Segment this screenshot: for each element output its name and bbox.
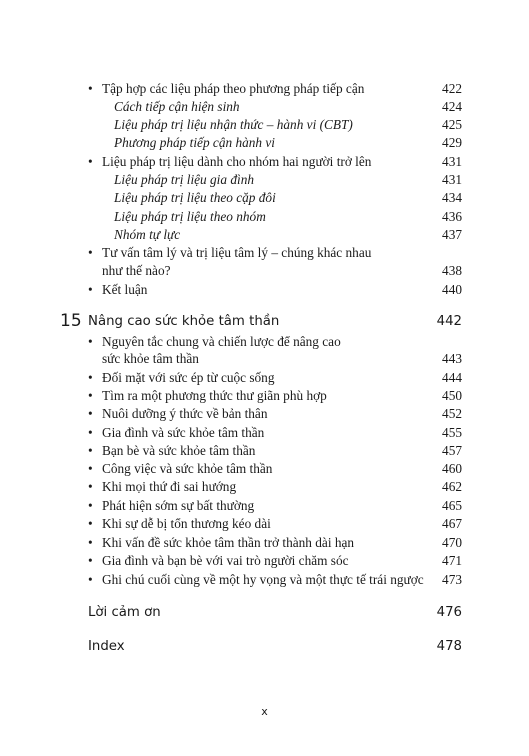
toc-subentry [88, 208, 462, 226]
toc-entry-title: Công việc và sức khỏe tâm thần [102, 461, 273, 476]
toc-entry [88, 571, 462, 589]
chapter-title: Nâng cao sức khỏe tâm thần [88, 314, 280, 329]
toc-subentry [88, 116, 462, 134]
toc-subentry-title: Nhóm tự lực [114, 227, 181, 242]
toc-entry-title: Đối mặt với sức ép từ cuộc sống [102, 370, 275, 385]
toc-entry [88, 369, 462, 387]
toc-entry-title: Nuôi dưỡng ý thức về bản thân [102, 406, 268, 421]
toc-section-acknowledgements [88, 603, 462, 623]
toc-entry [88, 153, 462, 171]
toc-entry-page: 431 [442, 172, 462, 187]
toc-entry-page: 443 [442, 351, 462, 366]
chapter-number: 15 [60, 311, 82, 331]
toc-subentry [88, 226, 462, 244]
chapter-heading [60, 310, 462, 332]
toc-entry-page: 465 [442, 498, 462, 513]
bullet-glyph: • [88, 498, 93, 513]
toc-entry-page: 470 [442, 535, 462, 550]
toc-entry-page: 437 [442, 227, 462, 242]
bullet-glyph: • [88, 572, 93, 587]
bullet-glyph: • [88, 479, 93, 494]
toc-entry-page: 462 [442, 479, 462, 494]
bullet-glyph: • [88, 535, 93, 550]
toc-entry-title: Khi sự dễ bị tổn thương kéo dài [102, 516, 271, 531]
toc-entry-page: 424 [442, 99, 462, 114]
toc-entry-page: 422 [442, 81, 462, 96]
toc-entry [88, 424, 462, 442]
toc-entry-title: Gia đình và sức khỏe tâm thần [102, 425, 265, 440]
toc-entry-title: Khi vấn đề sức khỏe tâm thần trở thành dài hạn [102, 535, 355, 550]
toc-entry [88, 552, 462, 570]
toc-subentry [88, 171, 462, 189]
bullet-glyph: • [88, 245, 93, 260]
toc-entry-page: 457 [442, 443, 462, 458]
toc-entry-page: 471 [442, 553, 462, 568]
toc-entry [88, 497, 462, 515]
toc-entry [88, 478, 462, 496]
toc-entry-title: như thế nào? [102, 263, 171, 278]
toc-entry-title: sức khỏe tâm thần [102, 351, 199, 366]
toc-entry-page: 444 [442, 370, 462, 385]
toc-entry-title: Tìm ra một phương thức thư giãn phù hợp [102, 388, 327, 403]
toc-entry [88, 387, 462, 405]
toc-entry-page: 429 [442, 135, 462, 150]
bullet-glyph: • [88, 553, 93, 568]
bullet-glyph: • [88, 282, 93, 297]
toc-entry-title: Nguyên tắc chung và chiến lược để nâng cao [102, 334, 341, 349]
toc-entry [88, 244, 462, 262]
toc-entry-page: 438 [442, 263, 462, 278]
toc-entry-title: Khi mọi thứ đi sai hướng [102, 479, 237, 494]
toc-entry-page: 431 [442, 154, 462, 169]
toc-entry-title: Tư vấn tâm lý và trị liệu tâm lý – chúng khác nhau [102, 245, 372, 260]
toc-entry [88, 405, 462, 423]
toc-subentry [88, 134, 462, 152]
toc-entry-page: 450 [442, 388, 462, 403]
toc-entry-page: 425 [442, 117, 462, 132]
toc-entry-page: 452 [442, 406, 462, 421]
toc-entry-page: 434 [442, 190, 462, 205]
bullet-glyph: • [88, 154, 93, 169]
toc-entry [88, 460, 462, 478]
toc-entry-title: Liệu pháp trị liệu dành cho nhóm hai người trở lên [102, 154, 372, 169]
toc-subentry-title: Liệu pháp trị liệu theo cặp đôi [114, 190, 276, 205]
toc-subentry-title: Phương pháp tiếp cận hành vi [114, 135, 275, 150]
toc-subentry-title: Cách tiếp cận hiện sinh [114, 99, 240, 114]
toc-entry-title: Bạn bè và sức khỏe tâm thần [102, 443, 256, 458]
toc-entry-page: 440 [442, 282, 462, 297]
toc-entry-title: Gia đình và bạn bè với vai trò người chăm sóc [102, 553, 349, 568]
toc-entry-title: Phát hiện sớm sự bất thường [102, 498, 255, 513]
toc-entry [88, 333, 462, 351]
bullet-glyph: • [88, 425, 93, 440]
section-page: 476 [436, 605, 462, 620]
section-title: Lời cảm ơn [88, 605, 161, 620]
toc-entry [88, 534, 462, 552]
toc-subentry [88, 189, 462, 207]
bullet-glyph: • [88, 516, 93, 531]
toc-entry-page: 460 [442, 461, 462, 476]
toc-section-index [88, 637, 462, 657]
toc-entry-page: 455 [442, 425, 462, 440]
toc-entry [88, 442, 462, 460]
section-page: 478 [436, 639, 462, 654]
toc-entry-title: Kết luận [102, 282, 148, 297]
bullet-glyph: • [88, 81, 93, 96]
toc-subentry [88, 98, 462, 116]
bullet-glyph: • [88, 388, 93, 403]
bullet-glyph: • [88, 443, 93, 458]
toc-entry-page: 436 [442, 209, 462, 224]
toc-entry-title: Ghi chú cuối cùng về một hy vọng và một thực tế trái ngược [102, 572, 424, 587]
toc-entry-continuation [88, 350, 462, 368]
bullet-glyph: • [88, 461, 93, 476]
bullet-glyph: • [88, 334, 93, 349]
toc-entry [88, 80, 462, 98]
toc-subentry-title: Liệu pháp trị liệu nhận thức – hành vi (CBT) [114, 117, 353, 132]
toc-entry-page: 473 [442, 572, 462, 587]
bullet-glyph: • [88, 370, 93, 385]
toc-entry-title: Tập hợp các liệu pháp theo phương pháp tiếp cận [102, 81, 365, 96]
bullet-glyph: • [88, 406, 93, 421]
toc-entry-page: 467 [442, 516, 462, 531]
chapter-page: 442 [436, 314, 462, 329]
section-title: Index [88, 639, 125, 654]
page-number: x [261, 705, 268, 718]
toc-subentry-title: Liệu pháp trị liệu gia đình [114, 172, 254, 187]
toc-subentry-title: Liệu pháp trị liệu theo nhóm [114, 209, 266, 224]
toc-entry [88, 515, 462, 533]
toc-entry-continuation [88, 262, 462, 280]
toc-entry [88, 281, 462, 299]
